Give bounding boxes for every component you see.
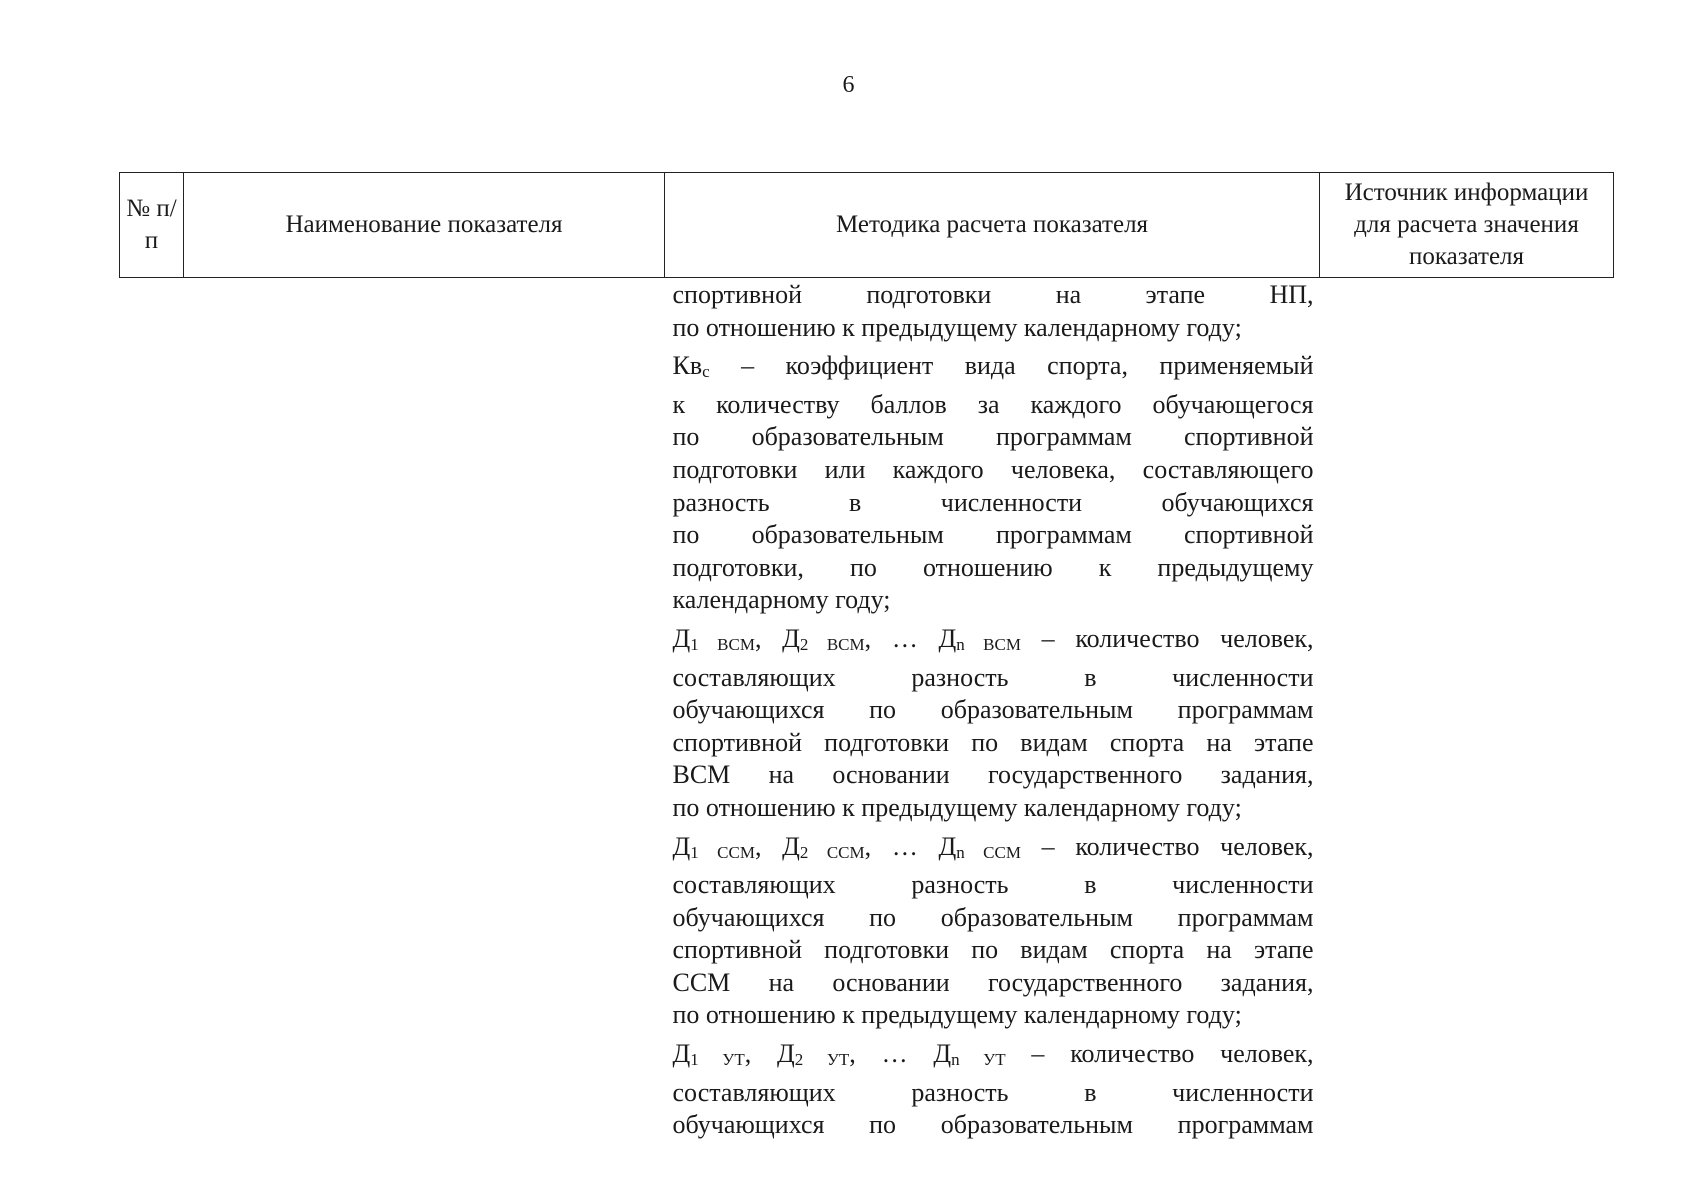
table-header-row xyxy=(120,173,1614,278)
text-line: подготовки, по отношению к предыдущему xyxy=(672,552,1314,582)
method-paragraph-5 xyxy=(673,1038,1314,1142)
method-paragraph-3 xyxy=(673,623,1314,825)
symbol-subscript: n УТ xyxy=(951,1050,1006,1070)
text-line xyxy=(673,831,1314,870)
text-line: обучающихся по образовательным программам xyxy=(672,902,1314,932)
symbol-d: , Д xyxy=(754,623,800,653)
symbol-subscript: 2 ВСМ xyxy=(799,634,865,654)
text-line: обучающихся по образовательным программам xyxy=(672,695,1314,725)
symbol-subscript: 1 ВСМ xyxy=(690,634,755,654)
symbol-d: , Д xyxy=(744,1039,795,1069)
symbol-subscript: 1 ССМ xyxy=(690,842,755,862)
symbol-kv: Кв xyxy=(672,351,703,381)
text-line xyxy=(673,1038,1314,1077)
text-line: ВСМ на основании государственного задания, xyxy=(672,760,1314,790)
symbol-d: , … Д xyxy=(864,623,957,653)
text-line: по образовательным программам спортивной xyxy=(672,422,1314,452)
text-fragment: – коэффициент вида спорта, применяемый xyxy=(709,351,1314,381)
text-line: спортивной подготовки на этапе НП, xyxy=(672,280,1314,309)
table-row xyxy=(120,278,1614,1148)
symbol-d: Д xyxy=(672,1039,691,1069)
text-line: ССМ на основании государственного задания, xyxy=(672,967,1314,997)
text-fragment: – количество человек, xyxy=(1020,831,1314,861)
symbol-subscript: с xyxy=(702,362,710,382)
header-name: Наименование показателя xyxy=(184,173,665,278)
header-method: Методика расчета показателя xyxy=(665,173,1320,278)
method-paragraph-1 xyxy=(673,279,1314,344)
symbol-subscript: 2 УТ xyxy=(794,1050,850,1070)
header-num: № п/п xyxy=(120,173,184,278)
text-line: к количеству баллов за каждого обучающегося xyxy=(672,389,1314,419)
text-line: календарному году; xyxy=(672,585,891,615)
method-paragraph-2 xyxy=(673,350,1314,617)
symbol-d: , … Д xyxy=(864,831,957,861)
symbol-d: Д xyxy=(672,623,691,653)
cell-method xyxy=(665,278,1320,1148)
text-line: составляющих разность в численности xyxy=(672,1077,1314,1107)
text-line: по отношению к предыдущему календарному году; xyxy=(672,312,1242,342)
text-line: разность в численности обучающихся xyxy=(672,487,1314,517)
cell-source xyxy=(1320,278,1614,1148)
cell-num xyxy=(120,278,184,1148)
method-paragraph-4 xyxy=(673,831,1314,1033)
symbol-subscript: 1 УТ xyxy=(690,1050,745,1070)
text-line: по отношению к предыдущему календарному году; xyxy=(672,792,1242,822)
symbol-subscript: 2 ССМ xyxy=(799,842,865,862)
text-line: подготовки или каждого человека, составляющего xyxy=(672,454,1314,484)
symbol-d: Д xyxy=(672,831,691,861)
text-line: обучающихся по образовательным программам xyxy=(672,1110,1314,1140)
symbol-d: , … Д xyxy=(849,1039,952,1069)
symbol-subscript: n ВСМ xyxy=(956,634,1021,654)
indicator-table xyxy=(119,172,1614,1148)
text-line: спортивной подготовки по видам спорта на этапе xyxy=(672,727,1314,757)
text-line: по отношению к предыдущему календарному году; xyxy=(672,1000,1242,1030)
text-line: составляющих разность в численности xyxy=(672,662,1314,692)
text-line xyxy=(673,623,1314,662)
header-source: Источник информации для расчета значения показателя xyxy=(1320,173,1614,278)
page-number: 6 xyxy=(842,72,855,98)
symbol-subscript: n ССМ xyxy=(956,842,1021,862)
text-line: спортивной подготовки по видам спорта на этапе xyxy=(672,935,1314,965)
symbol-d: , Д xyxy=(754,831,800,861)
text-fragment: – количество человек, xyxy=(1020,623,1314,653)
text-line: составляющих разность в численности xyxy=(672,870,1314,900)
text-line xyxy=(673,350,1314,389)
text-line: по образовательным программам спортивной xyxy=(672,520,1314,550)
text-fragment: – количество человек, xyxy=(1005,1039,1314,1069)
cell-name xyxy=(184,278,665,1148)
